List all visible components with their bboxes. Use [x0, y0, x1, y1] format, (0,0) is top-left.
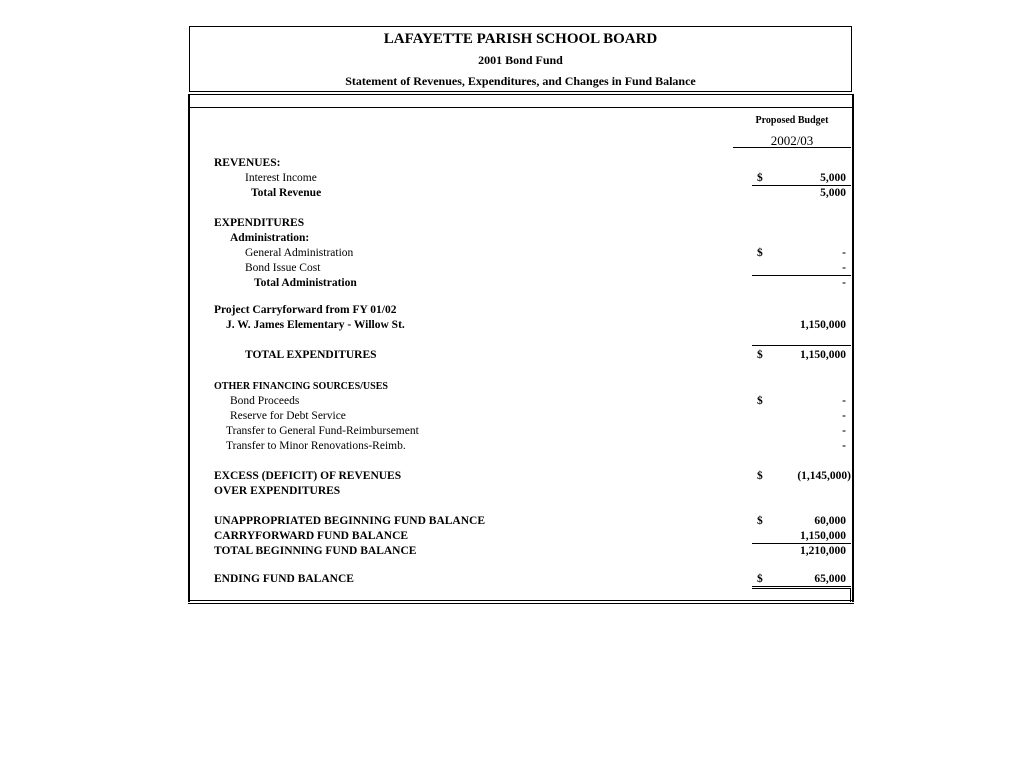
reserve-debt-service-value: -	[842, 410, 846, 422]
carryforward-underline	[752, 345, 851, 346]
total-beginning-balance-label: TOTAL BEGINNING FUND BALANCE	[214, 545, 417, 557]
excess-value: (1,145,000)	[797, 470, 851, 482]
administration-heading: Administration:	[230, 232, 310, 244]
statement-title: Statement of Revenues, Expenditures, and Changes in Fund Balance	[345, 74, 696, 88]
bond-issue-cost-value: -	[842, 262, 846, 274]
excess-dollar: $	[757, 470, 763, 482]
unappropriated-balance-value: 60,000	[814, 515, 846, 527]
total-revenue-value: 5,000	[820, 187, 846, 199]
admin-underline	[752, 275, 851, 276]
ending-double-underline-1	[752, 586, 851, 587]
body-bottom-rule-2	[188, 603, 854, 604]
james-elementary-value: 1,150,000	[800, 319, 846, 331]
james-elementary-label: J. W. James Elementary - Willow St.	[226, 319, 405, 331]
total-expenditures-label: TOTAL EXPENDITURES	[245, 349, 377, 361]
interest-income-dollar: $	[757, 172, 763, 184]
general-administration-value: -	[842, 247, 846, 259]
total-beginning-balance-value: 1,210,000	[800, 545, 846, 557]
carryforward-balance-label: CARRYFORWARD FUND BALANCE	[214, 530, 409, 542]
general-administration-dollar: $	[757, 247, 763, 259]
transfer-general-fund-label: Transfer to General Fund-Reimbursement	[226, 425, 419, 437]
fund-balance-underline	[752, 543, 851, 544]
body-bottom-rule	[188, 600, 854, 601]
expenditures-heading: EXPENDITURES	[214, 217, 305, 229]
ending-balance-dollar: $	[757, 573, 763, 585]
ending-box-edge	[850, 588, 851, 602]
interest-income-label: Interest Income	[245, 172, 317, 184]
column-underline	[733, 147, 851, 148]
total-administration-label: Total Administration	[254, 277, 357, 289]
ending-balance-value: 65,000	[814, 573, 846, 585]
transfer-minor-renovations-label: Transfer to Minor Renovations-Reimb.	[226, 440, 406, 452]
excess-label-line2: OVER EXPENDITURES	[214, 485, 341, 497]
unappropriated-balance-dollar: $	[757, 515, 763, 527]
excess-label-line1: EXCESS (DEFICIT) OF REVENUES	[214, 470, 402, 482]
org-title: LAFAYETTE PARISH SCHOOL BOARD	[383, 31, 658, 47]
bond-proceeds-dollar: $	[757, 395, 763, 407]
carryforward-balance-value: 1,150,000	[800, 530, 846, 542]
transfer-general-fund-value: -	[842, 425, 846, 437]
total-revenue-label: Total Revenue	[251, 187, 322, 199]
other-financing-heading: OTHER FINANCING SOURCES/USES	[214, 381, 388, 392]
reserve-debt-service-label: Reserve for Debt Service	[230, 410, 346, 422]
interest-underline	[752, 185, 851, 186]
revenues-heading: REVENUES:	[214, 157, 281, 169]
column-year: 2002/03	[770, 133, 814, 148]
interest-income-value: 5,000	[820, 172, 846, 184]
report-header	[189, 26, 852, 92]
total-administration-value: -	[842, 277, 846, 289]
unappropriated-balance-label: UNAPPROPRIATED BEGINNING FUND BALANCE	[214, 515, 486, 527]
general-administration-label: General Administration	[245, 247, 354, 259]
bond-proceeds-value: -	[842, 395, 846, 407]
total-expenditures-value: 1,150,000	[800, 349, 846, 361]
carryforward-heading: Project Carryforward from FY 01/02	[214, 304, 397, 316]
total-expenditures-dollar: $	[757, 349, 763, 361]
fund-title: 2001 Bond Fund	[478, 53, 563, 67]
transfer-minor-renovations-value: -	[842, 440, 846, 452]
bond-issue-cost-label: Bond Issue Cost	[245, 262, 321, 274]
ending-balance-label: ENDING FUND BALANCE	[214, 573, 354, 585]
ending-double-underline-2	[752, 588, 851, 589]
column-label: Proposed Budget	[755, 115, 829, 126]
bond-proceeds-label: Bond Proceeds	[230, 395, 300, 407]
